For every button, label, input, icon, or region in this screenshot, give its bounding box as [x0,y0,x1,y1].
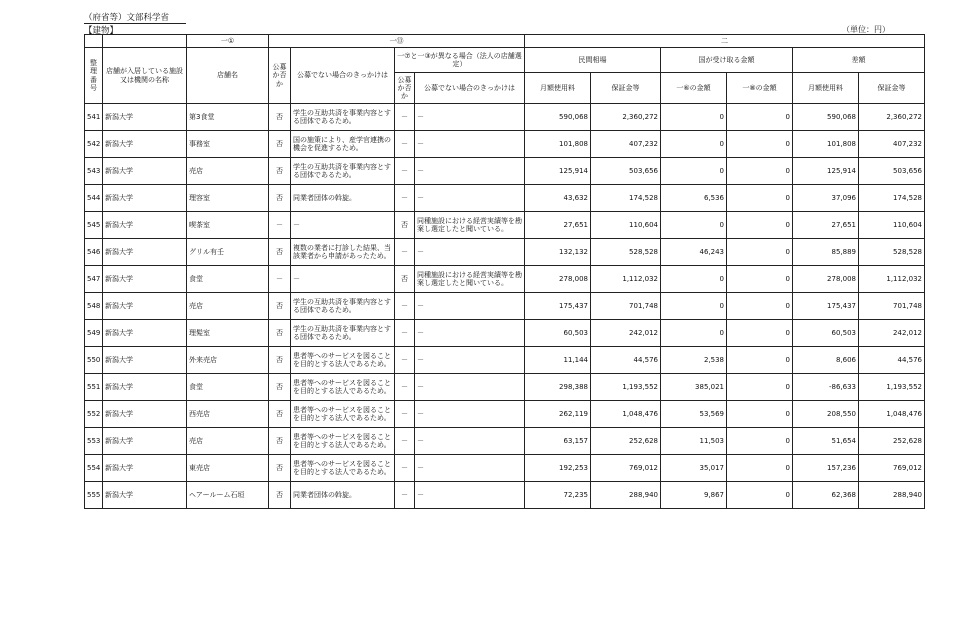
row-public: 否 [269,158,291,185]
row-amount8: 0 [727,212,793,239]
row-monthly-fee-b: 590,068 [793,104,859,131]
row-public: 否 [269,455,291,482]
row-deposit-b: 1,112,032 [859,266,925,293]
row-trigger: 複数の業者に打診した結果、当該業者から申請があったため。 [291,239,395,266]
row-monthly-fee-a: 125,914 [525,158,591,185]
row-institution: 新潟大学 [103,104,187,131]
row-number: 553 [85,428,103,455]
row-public: 否 [269,428,291,455]
row-deposit-a: 288,940 [591,482,661,509]
row-amount6: 0 [661,293,727,320]
row-deposit-b: 2,360,272 [859,104,925,131]
table-row [85,266,925,293]
table-row [85,293,925,320]
row-deposit-a: 44,576 [591,347,661,374]
section-header-13: 一⑬ [269,35,525,48]
table-row [85,428,925,455]
row-amount6: 46,243 [661,239,727,266]
table-row [85,482,925,509]
row-amount8: 0 [727,374,793,401]
row-deposit-b: 769,012 [859,455,925,482]
row-diff-trigger: － [415,347,525,374]
row-monthly-fee-a: 27,651 [525,212,591,239]
row-amount6: 6,536 [661,185,727,212]
row-amount6: 0 [661,158,727,185]
row-deposit-a: 110,604 [591,212,661,239]
row-diff-public: － [395,293,415,320]
row-trigger: － [291,266,395,293]
header-amount6: 一⑥の金額 [661,73,727,104]
row-institution: 新潟大学 [103,455,187,482]
row-deposit-a: 2,360,272 [591,104,661,131]
row-amount6: 2,538 [661,347,727,374]
table-row [85,347,925,374]
row-amount6: 0 [661,320,727,347]
row-public: 否 [269,131,291,158]
table-row [85,131,925,158]
row-amount8: 0 [727,320,793,347]
header-difference: 差額 [793,48,925,73]
row-monthly-fee-a: 590,068 [525,104,591,131]
row-diff-public: － [395,185,415,212]
header-blank-left2 [103,35,187,48]
table-row [85,185,925,212]
row-number: 552 [85,401,103,428]
row-amount8: 0 [727,401,793,428]
row-number: 547 [85,266,103,293]
row-diff-public: － [395,131,415,158]
row-amount8: 0 [727,293,793,320]
row-monthly-fee-b: 85,889 [793,239,859,266]
row-monthly-fee-a: 192,253 [525,455,591,482]
row-deposit-a: 528,528 [591,239,661,266]
row-store: 東売店 [187,455,269,482]
row-monthly-fee-a: 278,008 [525,266,591,293]
row-trigger: 同業者団体の斡旋。 [291,185,395,212]
row-store: 売店 [187,293,269,320]
row-deposit-a: 1,112,032 [591,266,661,293]
row-institution: 新潟大学 [103,131,187,158]
row-diff-public: － [395,320,415,347]
row-amount6: 35,017 [661,455,727,482]
row-monthly-fee-b: 37,096 [793,185,859,212]
building-label: 【建物】 [84,26,119,36]
row-diff-trigger: 同種施設における経営実績等を勘案し選定したと聞いている。 [415,212,525,239]
row-diff-trigger: － [415,239,525,266]
row-trigger: 学生の互助共済を事業内容とする団体であるため。 [291,320,395,347]
row-diff-trigger: － [415,428,525,455]
row-amount8: 0 [727,482,793,509]
row-deposit-a: 174,528 [591,185,661,212]
row-amount6: 0 [661,104,727,131]
row-public: － [269,212,291,239]
row-deposit-b: 1,193,552 [859,374,925,401]
row-amount6: 9,867 [661,482,727,509]
table-row [85,239,925,266]
rental-table [84,34,925,509]
row-deposit-b: 44,576 [859,347,925,374]
row-number: 546 [85,239,103,266]
section-header-2: 二 [525,35,925,48]
table-row [85,401,925,428]
row-amount8: 0 [727,428,793,455]
row-deposit-b: 252,628 [859,428,925,455]
row-monthly-fee-a: 262,119 [525,401,591,428]
row-amount8: 0 [727,185,793,212]
row-trigger: － [291,212,395,239]
row-amount8: 0 [727,347,793,374]
header-received: 国が受け取る金額 [661,48,793,73]
row-diff-public: － [395,401,415,428]
row-public: 否 [269,374,291,401]
header-institution: 店舗が入居している施設又は機関の名称 [103,48,187,104]
row-amount8: 0 [727,131,793,158]
row-trigger: 学生の互助共済を事業内容とする団体であるため。 [291,158,395,185]
row-diff-public: 否 [395,266,415,293]
table-row [85,374,925,401]
header-public: 公募か否か [269,48,291,104]
row-number: 545 [85,212,103,239]
row-store: 事務室 [187,131,269,158]
row-institution: 新潟大学 [103,293,187,320]
row-amount6: 11,503 [661,428,727,455]
header-store: 店舗名 [187,48,269,104]
row-number: 543 [85,158,103,185]
row-monthly-fee-a: 101,808 [525,131,591,158]
row-store: 喫茶室 [187,212,269,239]
header-blank-left [85,35,103,48]
row-diff-trigger: － [415,482,525,509]
row-diff-trigger: － [415,131,525,158]
row-institution: 新潟大学 [103,185,187,212]
row-monthly-fee-b: 8,606 [793,347,859,374]
row-monthly-fee-b: 51,654 [793,428,859,455]
row-amount8: 0 [727,239,793,266]
row-monthly-fee-b: 175,437 [793,293,859,320]
row-trigger: 患者等へのサービスを図ることを目的とする法人であるため。 [291,374,395,401]
row-diff-public: 否 [395,212,415,239]
row-diff-public: － [395,239,415,266]
row-diff-public: － [395,482,415,509]
header-diff: 一⑦と一③が異なる場合（法人の店舗選定） [395,48,525,73]
row-diff-trigger: － [415,320,525,347]
row-number: 548 [85,293,103,320]
row-amount8: 0 [727,455,793,482]
row-deposit-a: 242,012 [591,320,661,347]
row-diff-trigger: － [415,293,525,320]
row-amount6: 0 [661,131,727,158]
row-institution: 新潟大学 [103,347,187,374]
row-number: 542 [85,131,103,158]
row-monthly-fee-b: 60,503 [793,320,859,347]
row-trigger: 国の施策により、産学官連携の機会を促進するため。 [291,131,395,158]
row-store: 第3食堂 [187,104,269,131]
row-diff-public: － [395,104,415,131]
row-diff-public: － [395,347,415,374]
header-trigger: 公募でない場合のきっかけは [291,48,395,104]
header-amount8: 一⑧の金額 [727,73,793,104]
row-diff-trigger: － [415,158,525,185]
row-monthly-fee-a: 72,235 [525,482,591,509]
header-deposit-a: 保証金等 [591,73,661,104]
row-deposit-b: 242,012 [859,320,925,347]
row-store: 西売店 [187,401,269,428]
row-deposit-b: 407,232 [859,131,925,158]
row-institution: 新潟大学 [103,239,187,266]
header-no: 整理番号 [85,48,103,104]
row-trigger: 学生の互助共済を事業内容とする団体であるため。 [291,293,395,320]
row-number: 550 [85,347,103,374]
row-institution: 新潟大学 [103,374,187,401]
row-trigger: 同業者団体の斡旋。 [291,482,395,509]
row-institution: 新潟大学 [103,482,187,509]
header-market-rent: 民間相場 [525,48,661,73]
row-store: ヘアールーム石垣 [187,482,269,509]
row-monthly-fee-a: 132,132 [525,239,591,266]
unit-label: （単位：円） [842,25,890,34]
row-store: 食堂 [187,374,269,401]
row-public: 否 [269,185,291,212]
row-diff-trigger: － [415,401,525,428]
row-deposit-b: 701,748 [859,293,925,320]
row-store: 売店 [187,428,269,455]
row-monthly-fee-a: 60,503 [525,320,591,347]
row-monthly-fee-b: 27,651 [793,212,859,239]
row-deposit-b: 1,048,476 [859,401,925,428]
row-trigger: 学生の互助共済を事業内容とする団体であるため。 [291,104,395,131]
row-deposit-b: 174,528 [859,185,925,212]
row-diff-trigger: － [415,374,525,401]
row-deposit-b: 110,604 [859,212,925,239]
row-deposit-b: 288,940 [859,482,925,509]
row-monthly-fee-b: 101,808 [793,131,859,158]
table-row [85,320,925,347]
table-row [85,212,925,239]
row-public: 否 [269,347,291,374]
row-trigger: 患者等へのサービスを図ることを目的とする法人であるため。 [291,455,395,482]
row-monthly-fee-a: 11,144 [525,347,591,374]
row-monthly-fee-b: 278,008 [793,266,859,293]
row-number: 554 [85,455,103,482]
row-monthly-fee-b: 62,368 [793,482,859,509]
row-store: 理容室 [187,185,269,212]
row-amount6: 0 [661,212,727,239]
row-monthly-fee-b: 208,550 [793,401,859,428]
row-trigger: 患者等へのサービスを図ることを目的とする法人であるため。 [291,347,395,374]
row-public: 否 [269,239,291,266]
row-public: 否 [269,482,291,509]
row-institution: 新潟大学 [103,401,187,428]
row-store: 売店 [187,158,269,185]
header-monthly-fee-b: 月額使用料 [793,73,859,104]
row-deposit-a: 701,748 [591,293,661,320]
header-diff-public: 公募か否か [395,73,415,104]
row-diff-trigger: － [415,455,525,482]
header-deposit-b: 保証金等 [859,73,925,104]
ministry-label: （府省等）文部科学省 [84,13,170,23]
row-monthly-fee-b: 157,236 [793,455,859,482]
row-monthly-fee-a: 175,437 [525,293,591,320]
row-institution: 新潟大学 [103,428,187,455]
row-deposit-a: 252,628 [591,428,661,455]
table-row [85,455,925,482]
row-store: 理髪室 [187,320,269,347]
row-diff-trigger: － [415,185,525,212]
header-monthly-fee-a: 月額使用料 [525,73,591,104]
row-number: 555 [85,482,103,509]
row-deposit-b: 503,656 [859,158,925,185]
row-diff-public: － [395,428,415,455]
row-trigger: 患者等へのサービスを図ることを目的とする法人であるため。 [291,428,395,455]
row-diff-public: － [395,455,415,482]
row-amount6: 0 [661,266,727,293]
row-store: グリル有壬 [187,239,269,266]
row-diff-public: － [395,374,415,401]
row-store: 外来売店 [187,347,269,374]
row-deposit-b: 528,528 [859,239,925,266]
row-trigger: 患者等へのサービスを図ることを目的とする法人であるため。 [291,401,395,428]
row-deposit-a: 503,656 [591,158,661,185]
row-institution: 新潟大学 [103,158,187,185]
row-public: 否 [269,293,291,320]
row-number: 549 [85,320,103,347]
row-public: － [269,266,291,293]
row-amount6: 53,569 [661,401,727,428]
row-institution: 新潟大学 [103,212,187,239]
row-store: 食堂 [187,266,269,293]
row-amount8: 0 [727,158,793,185]
row-deposit-a: 1,048,476 [591,401,661,428]
row-institution: 新潟大学 [103,320,187,347]
row-diff-public: － [395,158,415,185]
row-monthly-fee-a: 43,632 [525,185,591,212]
row-number: 551 [85,374,103,401]
row-institution: 新潟大学 [103,266,187,293]
row-number: 541 [85,104,103,131]
row-public: 否 [269,401,291,428]
row-diff-trigger: 同種施設における経営実績等を勘案し選定したと聞いている。 [415,266,525,293]
table-row [85,104,925,131]
table-row [85,158,925,185]
row-public: 否 [269,104,291,131]
row-diff-trigger: － [415,104,525,131]
row-monthly-fee-b: -86,633 [793,374,859,401]
row-amount8: 0 [727,266,793,293]
row-monthly-fee-b: 125,914 [793,158,859,185]
row-number: 544 [85,185,103,212]
row-public: 否 [269,320,291,347]
header-diff-trigger: 公募でない場合のきっかけは [415,73,525,104]
section-header-1: 一① [187,35,269,48]
row-deposit-a: 407,232 [591,131,661,158]
row-deposit-a: 769,012 [591,455,661,482]
row-deposit-a: 1,193,552 [591,374,661,401]
row-amount6: 385,021 [661,374,727,401]
row-amount8: 0 [727,104,793,131]
row-monthly-fee-a: 298,388 [525,374,591,401]
row-monthly-fee-a: 63,157 [525,428,591,455]
